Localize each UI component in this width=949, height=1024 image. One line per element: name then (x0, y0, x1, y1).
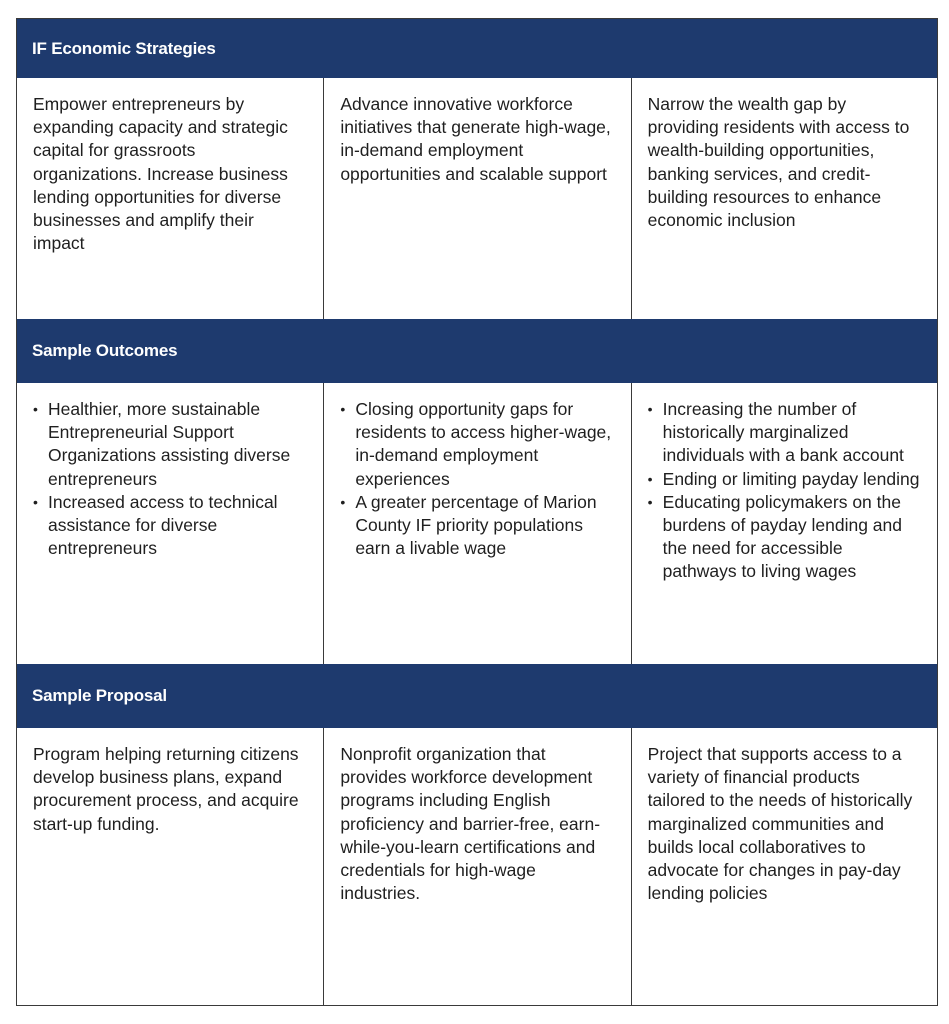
outcome-list-entrepreneurs (33, 398, 307, 560)
strategies-row (17, 78, 937, 319)
outcome-list-workforce (340, 398, 614, 560)
outcome-cell-wealth-gap (631, 383, 937, 664)
strategy-cell-entrepreneurs: Empower entrepreneurs by expanding capacity and strategic capital for grassroots organizations. Increase business lending opportunities for diverse businesses and amplify their impact (33, 94, 288, 254)
outcome-list-wealth-gap (648, 398, 921, 584)
strategies-table (16, 18, 938, 1006)
section-header-strategies (17, 19, 937, 78)
proposal-cell-workforce-nonprofit: Nonprofit organization that provides workforce development programs including English proficiency and barrier-free, earn-while-you-learn certifications and credentials for high-wage industries. (323, 728, 630, 1005)
section-title-outcomes: Sample Outcomes (32, 341, 178, 360)
strategy-cell-workforce: Advance innovative workforce initiatives that generate high-wage, in-demand employment opportunities and scalable support (323, 78, 630, 319)
outcome-cell-entrepreneurs (17, 383, 323, 664)
section-header-outcomes (17, 319, 937, 383)
proposal-row (17, 728, 937, 1005)
list-item: • Increasing the number of historically marginalized individuals with a bank account (648, 398, 921, 468)
list-item: • Ending or limiting payday lending (648, 468, 921, 491)
outcomes-row (17, 383, 937, 664)
outcome-cell-workforce (323, 383, 630, 664)
list-item: • Closing opportunity gaps for residents to access higher-wage, in-demand employment experiences (340, 398, 614, 491)
strategy-cell-wealth-gap: Narrow the wealth gap by providing residents with access to wealth-building opportunities, banking services, and credit-building resources to enhance economic inclusion (631, 78, 937, 319)
list-item: • A greater percentage of Marion County IF priority populations earn a livable wage (340, 491, 614, 561)
list-item: • Increased access to technical assistance for diverse entrepreneurs (33, 491, 307, 561)
section-title-proposal: Sample Proposal (32, 686, 167, 705)
proposal-cell-returning-citizens: Program helping returning citizens develop business plans, expand procurement process, and acquire start-up funding. (33, 744, 299, 834)
proposal-cell-financial-access: Project that supports access to a variety of financial products tailored to the needs of historically marginalized communities and builds local collaboratives to advocate for changes in pay-day lending policies (631, 728, 937, 1005)
list-item: • Educating policymakers on the burdens of payday lending and the need for accessible pathways to living wages (648, 491, 921, 584)
section-header-proposal (17, 664, 937, 728)
list-item: • Healthier, more sustainable Entrepreneurial Support Organizations assisting diverse entrepreneurs (33, 398, 307, 491)
section-title-strategies: IF Economic Strategies (32, 38, 216, 58)
